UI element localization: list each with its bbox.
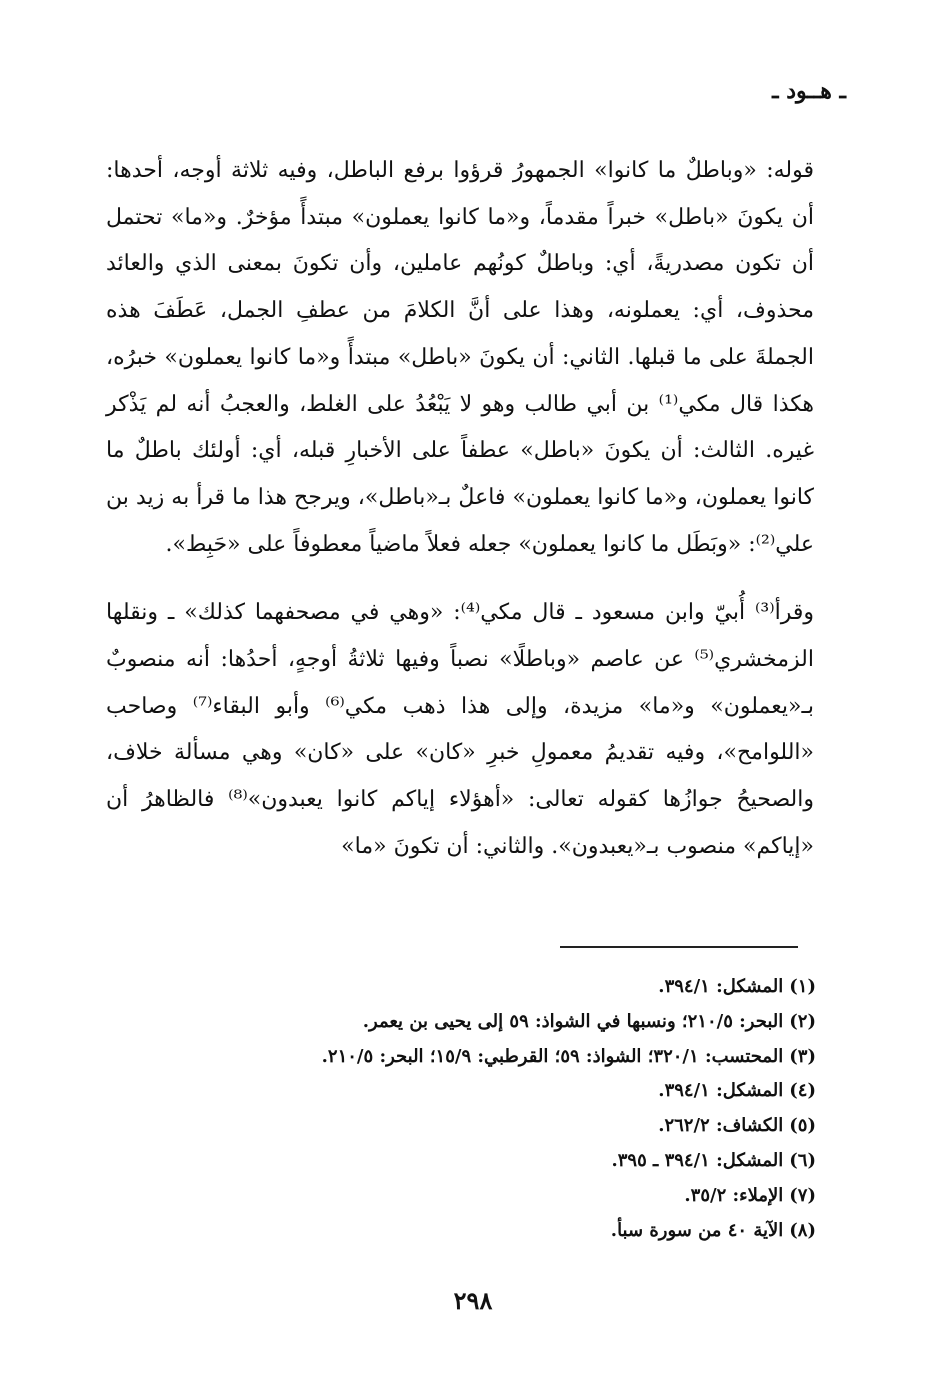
footnote-text: البحر: ٢١٠/٥؛ ونسبها في الشواذ: ٥٩ إلى يحيى بن يعمر. [362, 1010, 784, 1032]
footnote-8 [156, 1214, 816, 1249]
footnote-text: الآية ٤٠ من سورة سبأ. [610, 1219, 784, 1241]
footnote-3 [156, 1040, 816, 1075]
footnote-number: (١) [789, 976, 816, 997]
footnote-text: المشكل: ٣٩٤/١ ـ ٣٩٥. [611, 1149, 784, 1171]
footnote-number: (٧) [789, 1184, 816, 1206]
running-header: ـ هــود ـ [772, 78, 846, 104]
footnote-4 [156, 1074, 816, 1109]
paragraph-1: قوله: «وباطلٌ ما كانوا» الجمهورُ قرؤوا برفع الباطل، وفيه ثلاثة أوجه، أحدها: أن يكونَ «باطل» خبراً مقدماً، و«ما كانوا يعملون» مبتدأً مؤخرٌ. و«ما» تحتمل أن تكون مصدريةً، أي: وباطلٌ كونُهم عاملين، وأن تكونَ بمعنى الذي والعائد محذوف، أي: يعملونه، وهذا على أنَّ الكلامَ من عطفِ الجمل، عَطَفَ هذه الجملةَ على ما قبلها. الثاني: أن يكونَ «باطل» مبتدأً و«ما كانوا يعملون» خبرُه، هكذا قال مكي⁽¹⁾ بن أبي طالب وهو لا يَبْعُدُ على الغلط، والعجبُ أنه لم يَذْكر غيره. الثالث: أن يكونَ «باطل» عطفاً على الأخبارِ قبله، أي: أولئك باطلٌ ما كانوا يعملون، و«ما كانوا يعملون» فاعلٌ بـ«باطل»، ويرجح هذا ما قرأ به زيد بن علي⁽²⁾: «وبَطَل ما كانوا يعملون» جعله فعلاً ماضياً معطوفاً على «حَبِط». [106, 158, 814, 557]
footnote-text: المحتسب: ٣٢٠/١؛ الشواذ: ٥٩؛ القرطبي: ١٥/٩؛ البحر: ٢١٠/٥. [321, 1045, 784, 1067]
footnote-number: (٥) [789, 1115, 816, 1137]
footnote-2 [156, 1005, 816, 1040]
footnote-text: الكشاف: ٢٦٢/٢. [658, 1115, 784, 1137]
footnote-number: (٢) [789, 1010, 816, 1032]
footnote-1 [156, 970, 816, 1005]
footnote-number: (٣) [789, 1045, 816, 1067]
footnote-number: (٨) [789, 1219, 816, 1241]
footnote-5 [156, 1109, 816, 1144]
footnotes [156, 970, 816, 1248]
footnote-number: (٤) [789, 1080, 816, 1102]
footnote-text: الإملاء: ٣٥/٢. [684, 1184, 784, 1206]
main-text [106, 148, 814, 871]
paragraph-2: وقرأ⁽³⁾ أُبيّ وابن مسعود ـ قال مكي⁽⁴⁾: «وهي في مصحفهما كذلك» ـ ونقلها الزمخشري⁽⁵⁾ عن عاصم «وباطلًا» نصباً وفيها ثلاثةُ أوجهٍ، أحدُها: أنه منصوبٌ بـ«يعملون» و«ما» مزيدة، وإلى هذا ذهب مكي⁽⁶⁾ وأبو البقاء⁽⁷⁾ وصاحب «اللوامح»، وفيه تقديمُ معمولِ خبرِ «كان» على «كان» وهي مسألة خلاف، والصحيحُ جوازُها كقوله تعالى: «أهؤلاء إياكم كانوا يعبدون»⁽⁸⁾ فالظاهرُ أن «إياكم» منصوب بـ«يعبدون». والثاني: أن تكونَ «ما» [106, 600, 815, 859]
footnote-separator [560, 946, 798, 948]
footnote-6 [156, 1144, 816, 1179]
footnote-number: (٦) [789, 1149, 816, 1171]
footnote-7 [156, 1179, 816, 1214]
page-number: ٢٩٨ [453, 1286, 493, 1315]
footnote-text: المشكل: ٣٩٤/١. [658, 976, 784, 997]
footnote-text: المشكل: ٣٩٤/١. [658, 1080, 784, 1102]
